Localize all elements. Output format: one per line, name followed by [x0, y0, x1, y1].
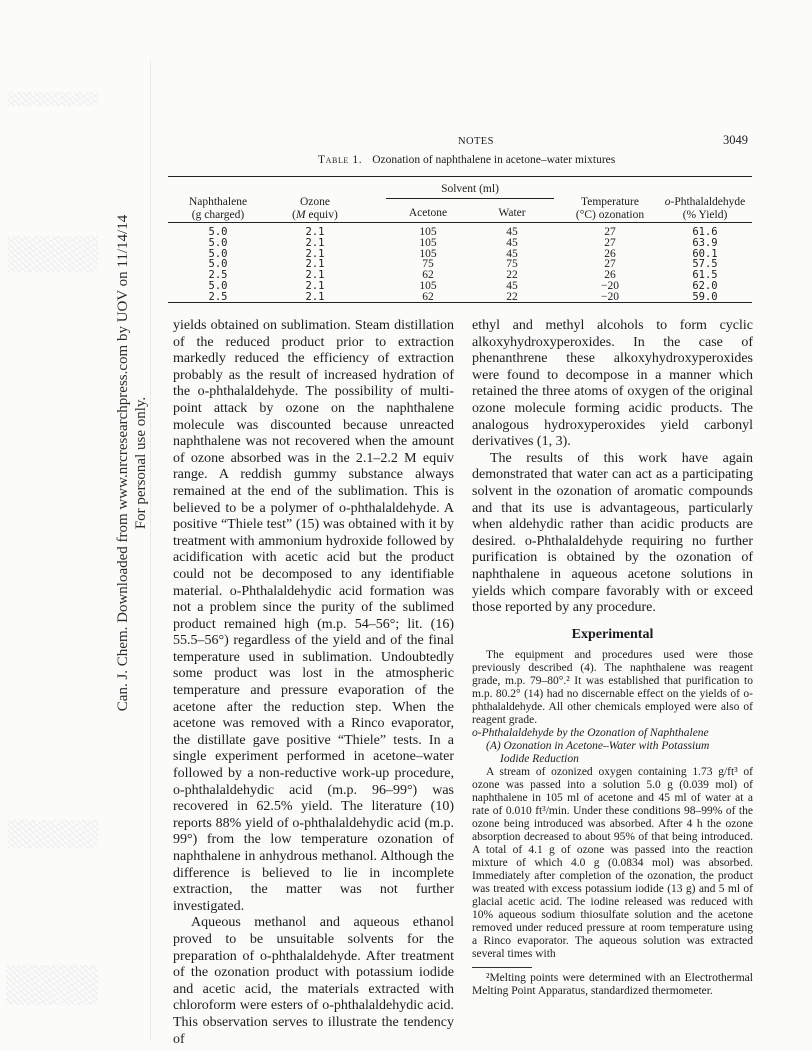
section-heading-experimental: Experimental	[571, 626, 654, 642]
table-cell-acetone: 105	[419, 279, 437, 292]
scan-noise-top	[8, 92, 98, 106]
table-cell-naphthalene: 2.5	[208, 290, 228, 303]
right-paragraph-1: ethyl and methyl alcohols to form cyclic alkoxyhydroxyperoxides. In the case of phenanthrene these alkoxyhydroxyperoxides were found to decompose in a manner which retained the three atoms of oxygen of the original ozone molecule forming acidic products. The analogous hydroxyperoxides yield carbonyl derivatives (1, 3).	[472, 318, 753, 450]
header-water: Water	[498, 207, 526, 219]
table-cell-ozone: 2.1	[305, 236, 325, 249]
left-text-column	[173, 318, 454, 1048]
experimental-subsubheading-1: (A) Ozonation in Acetone–Water with Potassium	[486, 740, 710, 753]
column-yield	[650, 227, 760, 303]
table-cell-yield: 60.1	[692, 247, 718, 260]
table-cell-ozone: 2.1	[305, 226, 325, 238]
table-cell-acetone: 62	[422, 290, 434, 303]
header-acetone: Acetone	[408, 207, 448, 219]
table-cell-acetone: 105	[419, 247, 437, 260]
experimental-body	[472, 649, 753, 998]
experimental-paragraph-1: The equipment and procedures used were those previously described (4). The naphthalene was reagent grade, m.p. 79–80°.² It was established that purification to m.p. 80.2° (14) had no discernable effect on the yields of o-phthalaldehyde. All other chemicals employed were also of reagent grade.	[472, 649, 753, 727]
table-cell-ozone: 2.1	[305, 258, 325, 271]
table-cell-temp: −20	[601, 279, 619, 292]
right-text-column	[472, 318, 753, 998]
table-header-rule	[168, 222, 752, 223]
table-cell-water: 45	[506, 247, 518, 260]
download-notice	[114, 203, 150, 723]
table-label: Table 1.	[318, 154, 363, 166]
table-cell-yield: 61.6	[692, 226, 718, 238]
table-cell-acetone: 105	[419, 236, 437, 249]
page-number: 3049	[723, 133, 748, 147]
left-paragraph-2: Aqueous methanol and aqueous ethanol proved to be unsuitable solvents for the preparation of o-phthalaldehyde. After treatment of the ozonation product with potassium iodide and acetic acid, the materials extracted with chloroform were esters of o-phthalaldehydic acid. This observation serves to illustrate the tendency of	[173, 915, 454, 1047]
table-cell-naphthalene: 5.0	[208, 236, 228, 249]
table-cell-temp: 27	[604, 236, 616, 249]
download-notice-line2: For personal use only.	[133, 396, 149, 530]
download-notice-line1: Can. J. Chem. Downloaded from www.nrcresearchpress.com by UOV on 11/14/14	[115, 214, 131, 712]
column-ozone	[270, 227, 360, 303]
header-naphthalene-l2: (g charged)	[191, 208, 245, 221]
column-temperature	[555, 227, 665, 303]
header-ozone	[270, 196, 360, 221]
header-naphthalene	[168, 196, 268, 221]
running-header: NOTES	[458, 136, 494, 147]
left-paragraph-1: yields obtained on sublimation. Steam distillation of the reduced product prior to extraction markedly reduced the efficiency of extraction probably as the result of increased hydration of the o-phthalaldehyde. The possibility of multi-point attack by ozone on the naphthalene molecule was discounted because unreacted naphthalene was not recovered when the amount of ozone absorbed was in the 2.1–2.2 M equiv range. A reddish gummy substance always remained at the end of the sublimation. This is believed to be a polymer of o-phthalaldehyde. A positive “Thiele test” (15) was obtained with it by treatment with ammonium hydroxide followed by acidification with acetic acid but the product could not be decomposed to any identifiable material. o-Phthalaldehydic acid formation was not a problem since the purity of the sublimed product remained high (m.p. 54–56°; lit. (16) 55.5–56°) regardless of the yield and of the final temperature used in sublimation. Undoubtedly some product was lost in the atmospheric temperature and pressure evaporation of the acetone after the reduction step. When the acetone was removed with a Rinco evaporator, the distillate gave positive “Thiele” tests. In a single experiment performed in acetone–water followed by a non-reductive work-up procedure, o-phthalaldehydic acid (m.p. 96–99°) was recovered in 62.5% yield. The literature (10) reports 88% yield of o-phthalaldehydic acid (m.p. 99°) from the low temperature ozonation of naphthalene in anhydrous methanol. Although the difference is believed to lie in incomplete extraction, the matter was not further investigated.	[173, 318, 454, 914]
header-ozone-l2: (M equiv)	[292, 208, 338, 221]
table-cell-acetone: 62	[422, 269, 434, 282]
table-cell-ozone: 2.1	[305, 247, 325, 260]
page-margin-line	[150, 60, 151, 1040]
table-title: Ozonation of naphthalene in acetone–water mixtures	[372, 154, 616, 166]
scan-noise-lower	[8, 820, 98, 848]
scan-noise-bottom	[6, 965, 98, 1005]
column-naphthalene	[168, 227, 268, 303]
table-cell-naphthalene: 2.5	[208, 269, 228, 282]
header-yield	[650, 196, 760, 221]
column-acetone	[386, 227, 470, 303]
scan-noise-mid	[8, 236, 98, 272]
table-cell-yield: 61.5	[692, 269, 718, 282]
table-cell-naphthalene: 5.0	[208, 279, 228, 292]
footnote: ²Melting points were determined with an Electrothermal Melting Point Apparatus, standardized thermometer.	[472, 972, 753, 998]
header-naphthalene-l1: Naphthalene	[188, 196, 248, 208]
table-top-rule	[168, 176, 752, 177]
table-cell-water: 45	[506, 226, 518, 238]
right-paragraph-2: The results of this work have again demonstrated that water can act as a participating solvent in the ozonation of aromatic compounds and that its use is advantageous, particularly when aldehydic rather than acidic products are desired. o-Phthalaldehyde requiring no further purification is obtained by the ozonation of naphthalene in aqueous acetone solutions in yields which compare favorably with or exceed those reported by any procedure.	[472, 450, 753, 616]
table-cell-temp: 26	[604, 269, 616, 282]
table-cell-temp: 27	[604, 226, 616, 238]
header-yield-l2: (% Yield)	[682, 208, 728, 221]
table-cell-yield: 63.9	[692, 236, 718, 249]
table-caption	[318, 154, 615, 166]
table-cell-naphthalene: 5.0	[208, 226, 228, 238]
table-cell-naphthalene: 5.0	[208, 247, 228, 260]
table-cell-yield: 62.0	[692, 279, 718, 292]
header-temperature-l2: (°C) ozonation	[575, 208, 645, 221]
footnote-rule	[472, 967, 532, 968]
experimental-paragraph-2: A stream of ozonized oxygen containing 1.73 g/ft³ of ozone was passed into a solution 5.0 g (0.039 mol) of naphthalene in 105 ml of acetone and 45 ml of water at a rate of 0.010 ft³/min. Under these conditions 98–99% of the ozone being introduced was absorbed. After 4 h the ozone absorption decreased to about 95% of that being introduced. A total of 4.1 g of ozone was passed into the reaction mixture of which 4.0 g (0.0834 mol) was absorbed. Immediately after completion of the ozonation, the product was treated with excess potassium iodide (13 g) and 5 ml of glacial acetic acid. The iodine released was reduced with 10% aqueous sodium thiosulfate solution and the acetone removed under reduced pressure at room temperature using a Rinco evaporator. The aqueous solution was extracted several times with	[472, 766, 753, 961]
header-temperature-l1: Temperature	[581, 196, 639, 208]
solvent-group-rule	[386, 198, 554, 199]
table-cell-naphthalene: 5.0	[208, 258, 228, 271]
experimental-subsubheading-2: Iodide Reduction	[500, 753, 579, 766]
header-ozone-l1: Ozone	[299, 196, 330, 208]
table-cell-ozone: 2.1	[305, 279, 325, 292]
table-cell-yield: 57.5	[692, 258, 718, 271]
table-cell-acetone: 75	[422, 258, 434, 271]
table-cell-water: 45	[506, 279, 518, 292]
table-cell-water: 45	[506, 236, 518, 249]
column-water	[470, 227, 554, 303]
table-cell-temp: −20	[601, 290, 619, 303]
table-cell-water: 22	[506, 290, 518, 303]
table-cell-yield: 59.0	[692, 290, 718, 303]
table-cell-ozone: 2.1	[305, 269, 325, 282]
header-temperature	[555, 196, 665, 221]
experimental-subheading: o-Phthalaldehyde by the Ozonation of Naphthalene	[472, 727, 709, 740]
header-solvent: Solvent (ml)	[441, 183, 499, 195]
table-cell-temp: 26	[604, 247, 616, 260]
table-cell-water: 75	[506, 258, 518, 271]
table-cell-temp: 27	[604, 258, 616, 271]
header-yield-l1: o-Phthalaldehyde	[664, 196, 746, 208]
table-cell-water: 22	[506, 269, 518, 282]
table-cell-ozone: 2.1	[305, 290, 325, 303]
table-cell-acetone: 105	[419, 226, 437, 238]
